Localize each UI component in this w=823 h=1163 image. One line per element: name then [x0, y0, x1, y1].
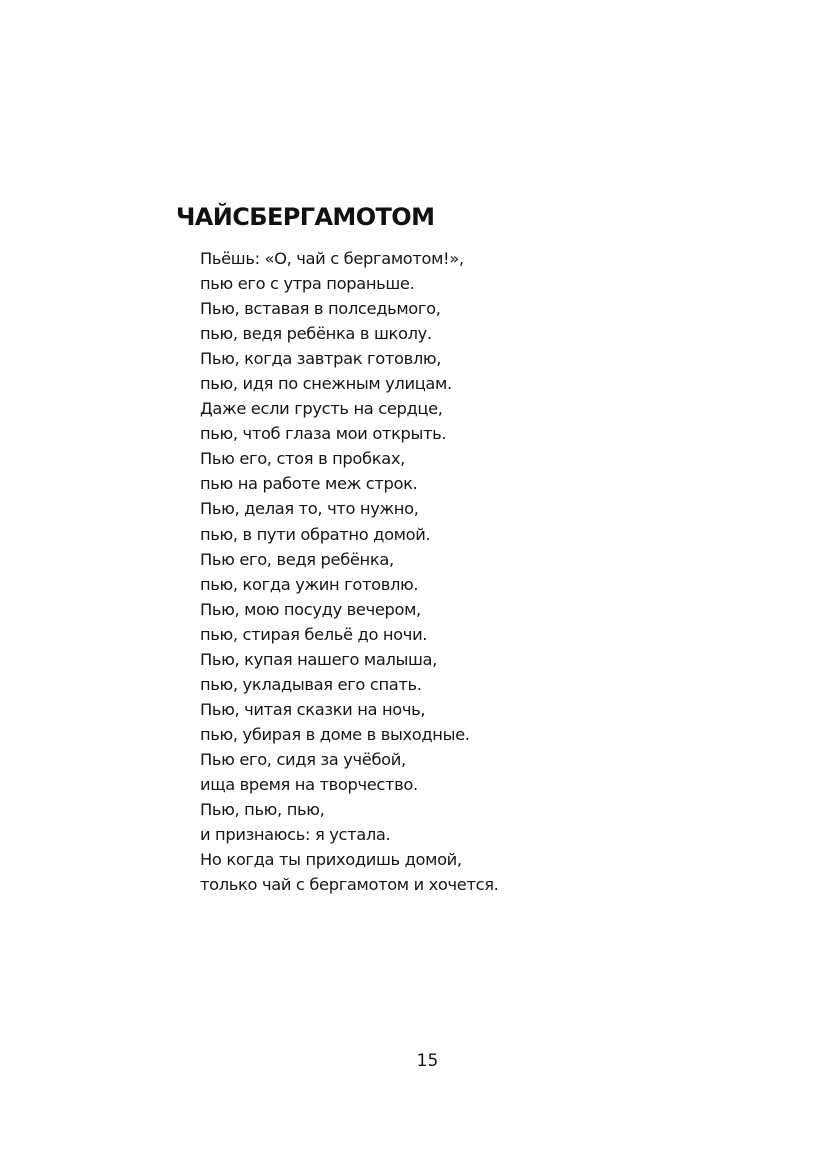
- poem-line: Пью, мою посуду вечером,: [200, 599, 421, 619]
- poem-line: Пью, вставая в полседьмого,: [200, 299, 441, 319]
- page-number: 15: [416, 1051, 439, 1071]
- poem-line: пью, убирая в доме в выходные.: [200, 724, 470, 744]
- poem-line: пью, укладывая его спать.: [200, 674, 422, 694]
- poem-line: Пью его, ведя ребёнка,: [200, 549, 394, 569]
- poem-line: пью его с утра пораньше.: [200, 274, 415, 294]
- poem-line: пью на работе меж строк.: [200, 474, 418, 494]
- poem-line: Пью его, сидя за учёбой,: [200, 749, 406, 769]
- poem-line: пью, идя по снежным улицам.: [200, 374, 452, 394]
- poem-line: ища время на творчество.: [200, 774, 418, 794]
- poem-line: Пью, читая сказки на ночь,: [200, 699, 426, 719]
- poem-line: пью, когда ужин готовлю.: [200, 574, 419, 594]
- poem-line: только чай с бергамотом и хочется.: [200, 875, 499, 895]
- poem-line: Но когда ты приходишь домой,: [200, 850, 462, 870]
- poem-body: [200, 246, 498, 897]
- poem-line: пью, ведя ребёнка в школу.: [200, 324, 432, 344]
- poem-line: Пью, пью, пью,: [200, 800, 325, 820]
- poem-line: Пьёшь: «О, чай с бергамотом!»,: [200, 249, 464, 268]
- poem-line: Пью его, стоя в пробках,: [200, 449, 405, 469]
- poem-line: пью, в пути обратно домой.: [200, 524, 431, 544]
- poem-line: и признаюсь: я устала.: [200, 825, 391, 845]
- poem-line: пью, чтоб глаза мои открыть.: [200, 424, 447, 444]
- poem-line: Даже если грусть на сердце,: [200, 399, 443, 419]
- poem-line: Пью, делая то, что нужно,: [200, 499, 419, 519]
- poem-line: Пью, когда завтрак готовлю,: [200, 349, 442, 369]
- poem-line: Пью, купая нашего малыша,: [200, 649, 438, 669]
- poem-line: пью, стирая бельё до ночи.: [200, 624, 428, 644]
- poem-title: ЧАЙСБЕРГАМОТОМ: [176, 203, 435, 232]
